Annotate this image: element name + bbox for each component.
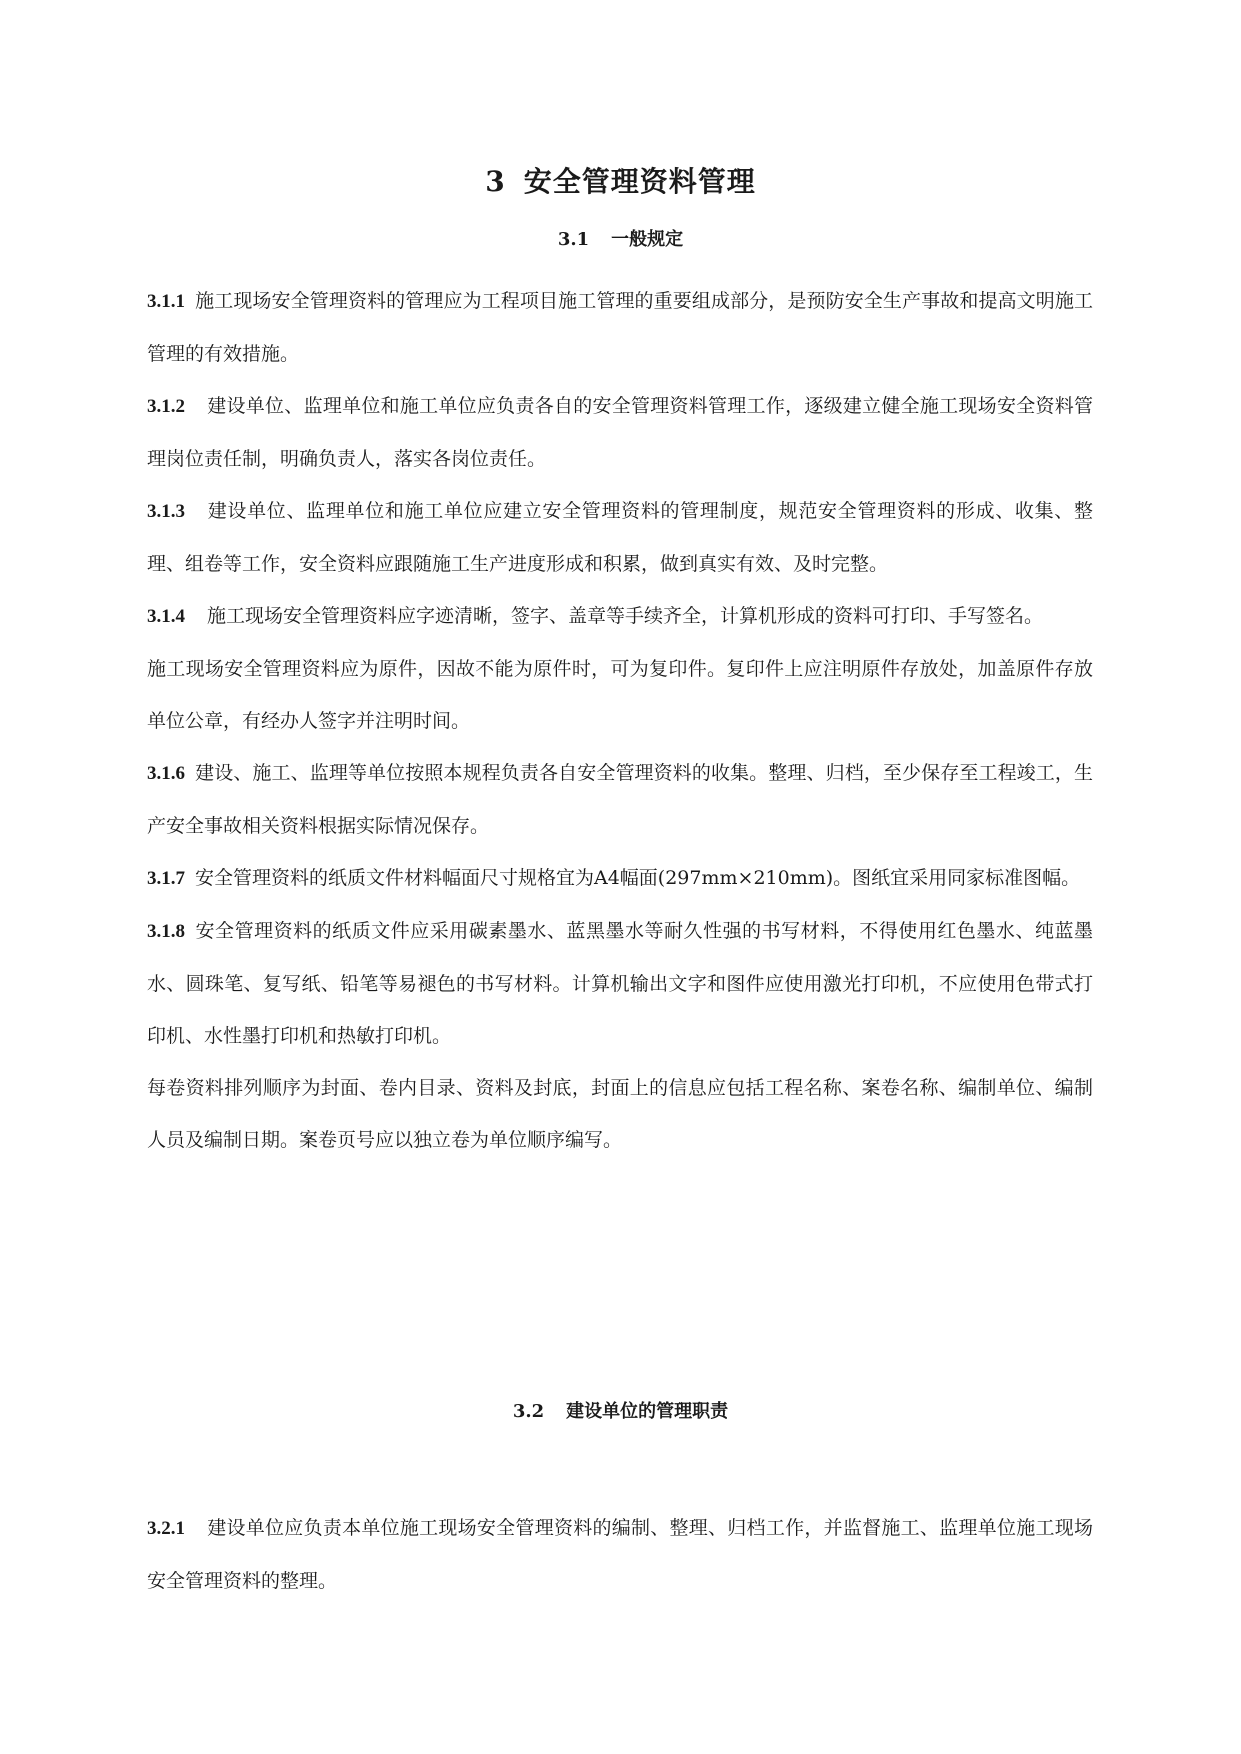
clause-number: 3.1.8	[147, 921, 185, 942]
paragraph-3-1-4	[147, 590, 1093, 643]
clause-number: 3.1.6	[147, 763, 185, 784]
clause-number: 3.1.3	[147, 501, 185, 522]
paragraph-3-2-1	[147, 1502, 1093, 1607]
paragraph-3-1-7	[147, 852, 1093, 905]
chapter-number: 3	[485, 165, 506, 198]
paragraph-text: 施工现场安全管理资料的管理应为工程项目施工管理的重要组成部分，是预防安全生产事故和提高文明施工管理的有效措施。	[147, 290, 1093, 365]
chapter-title-text: 安全管理资料管理	[523, 165, 756, 198]
section-title-3-2	[0, 1397, 1241, 1423]
chapter-title	[0, 160, 1241, 200]
paragraph-text: 建设单位、监理单位和施工单位应建立安全管理资料的管理制度，规范安全管理资料的形成、收集、整理、组卷等工作，安全资料应跟随施工生产进度形成和积累，做到真实有效、及时完整。	[147, 500, 1093, 575]
clause-number: 3.1.1	[147, 291, 185, 312]
paragraph-volume-order	[147, 1062, 1093, 1166]
paragraph-3-1-3	[147, 485, 1093, 590]
paragraph-text: 建设单位、监理单位和施工单位应负责各自的安全管理资料管理工作，逐级建立健全施工现场安全资料管理岗位责任制，明确负责人，落实各岗位责任。	[147, 395, 1093, 470]
section-3-1-body	[147, 275, 1093, 1166]
paragraph-originals	[147, 643, 1093, 747]
paragraph-text: 建设单位应负责本单位施工现场安全管理资料的编制、整理、归档工作，并监督施工、监理单位施工现场安全管理资料的整理。	[147, 1517, 1093, 1592]
paragraph-3-1-1	[147, 275, 1093, 380]
clause-number: 3.1.7	[147, 868, 185, 889]
paragraph-text: 每卷资料排列顺序为封面、卷内目录、资料及封底，封面上的信息应包括工程名称、案卷名称、编制单位、编制人员及编制日期。案卷页号应以独立卷为单位顺序编写。	[147, 1077, 1093, 1151]
paragraph-text: 安全管理资料的纸质文件材料幅面尺寸规格宜为A4幅面(297mm×210mm)。图纸宜采用同家标准图幅。	[195, 867, 1081, 889]
clause-number: 3.1.2	[147, 396, 185, 417]
paragraph-text: 建设、施工、监理等单位按照本规程负责各自安全管理资料的收集。整理、归档，至少保存至工程竣工，生产安全事故相关资料根据实际情况保存。	[147, 762, 1093, 837]
paragraph-3-1-8	[147, 905, 1093, 1062]
section-title-text: 一般规定	[611, 229, 684, 250]
section-3-2-body	[147, 1502, 1093, 1607]
paragraph-text: 安全管理资料的纸质文件应采用碳素墨水、蓝黑墨水等耐久性强的书写材料，不得使用红色墨水、纯蓝墨水、圆珠笔、复写纸、铅笔等易褪色的书写材料。计算机输出文字和图件应使用激光打印机，不应使用色带式打印机、水性墨打印机和热敏打印机。	[147, 920, 1093, 1047]
paragraph-3-1-2	[147, 380, 1093, 485]
paragraph-text: 施工现场安全管理资料应为原件，因故不能为原件时，可为复印件。复印件上应注明原件存放处，加盖原件存放单位公章，有经办人签字并注明时间。	[147, 658, 1093, 732]
section-title-text: 建设单位的管理职责	[566, 1401, 729, 1422]
section-number: 3.1	[557, 229, 590, 250]
section-title-3-1	[0, 225, 1241, 251]
clause-number: 3.2.1	[147, 1518, 185, 1539]
paragraph-text: 施工现场安全管理资料应字迹清晰，签字、盖章等手续齐全，计算机形成的资料可打印、手写签名。	[207, 605, 1044, 627]
paragraph-3-1-6	[147, 747, 1093, 852]
section-number: 3.2	[512, 1401, 545, 1422]
clause-number: 3.1.4	[147, 606, 185, 627]
